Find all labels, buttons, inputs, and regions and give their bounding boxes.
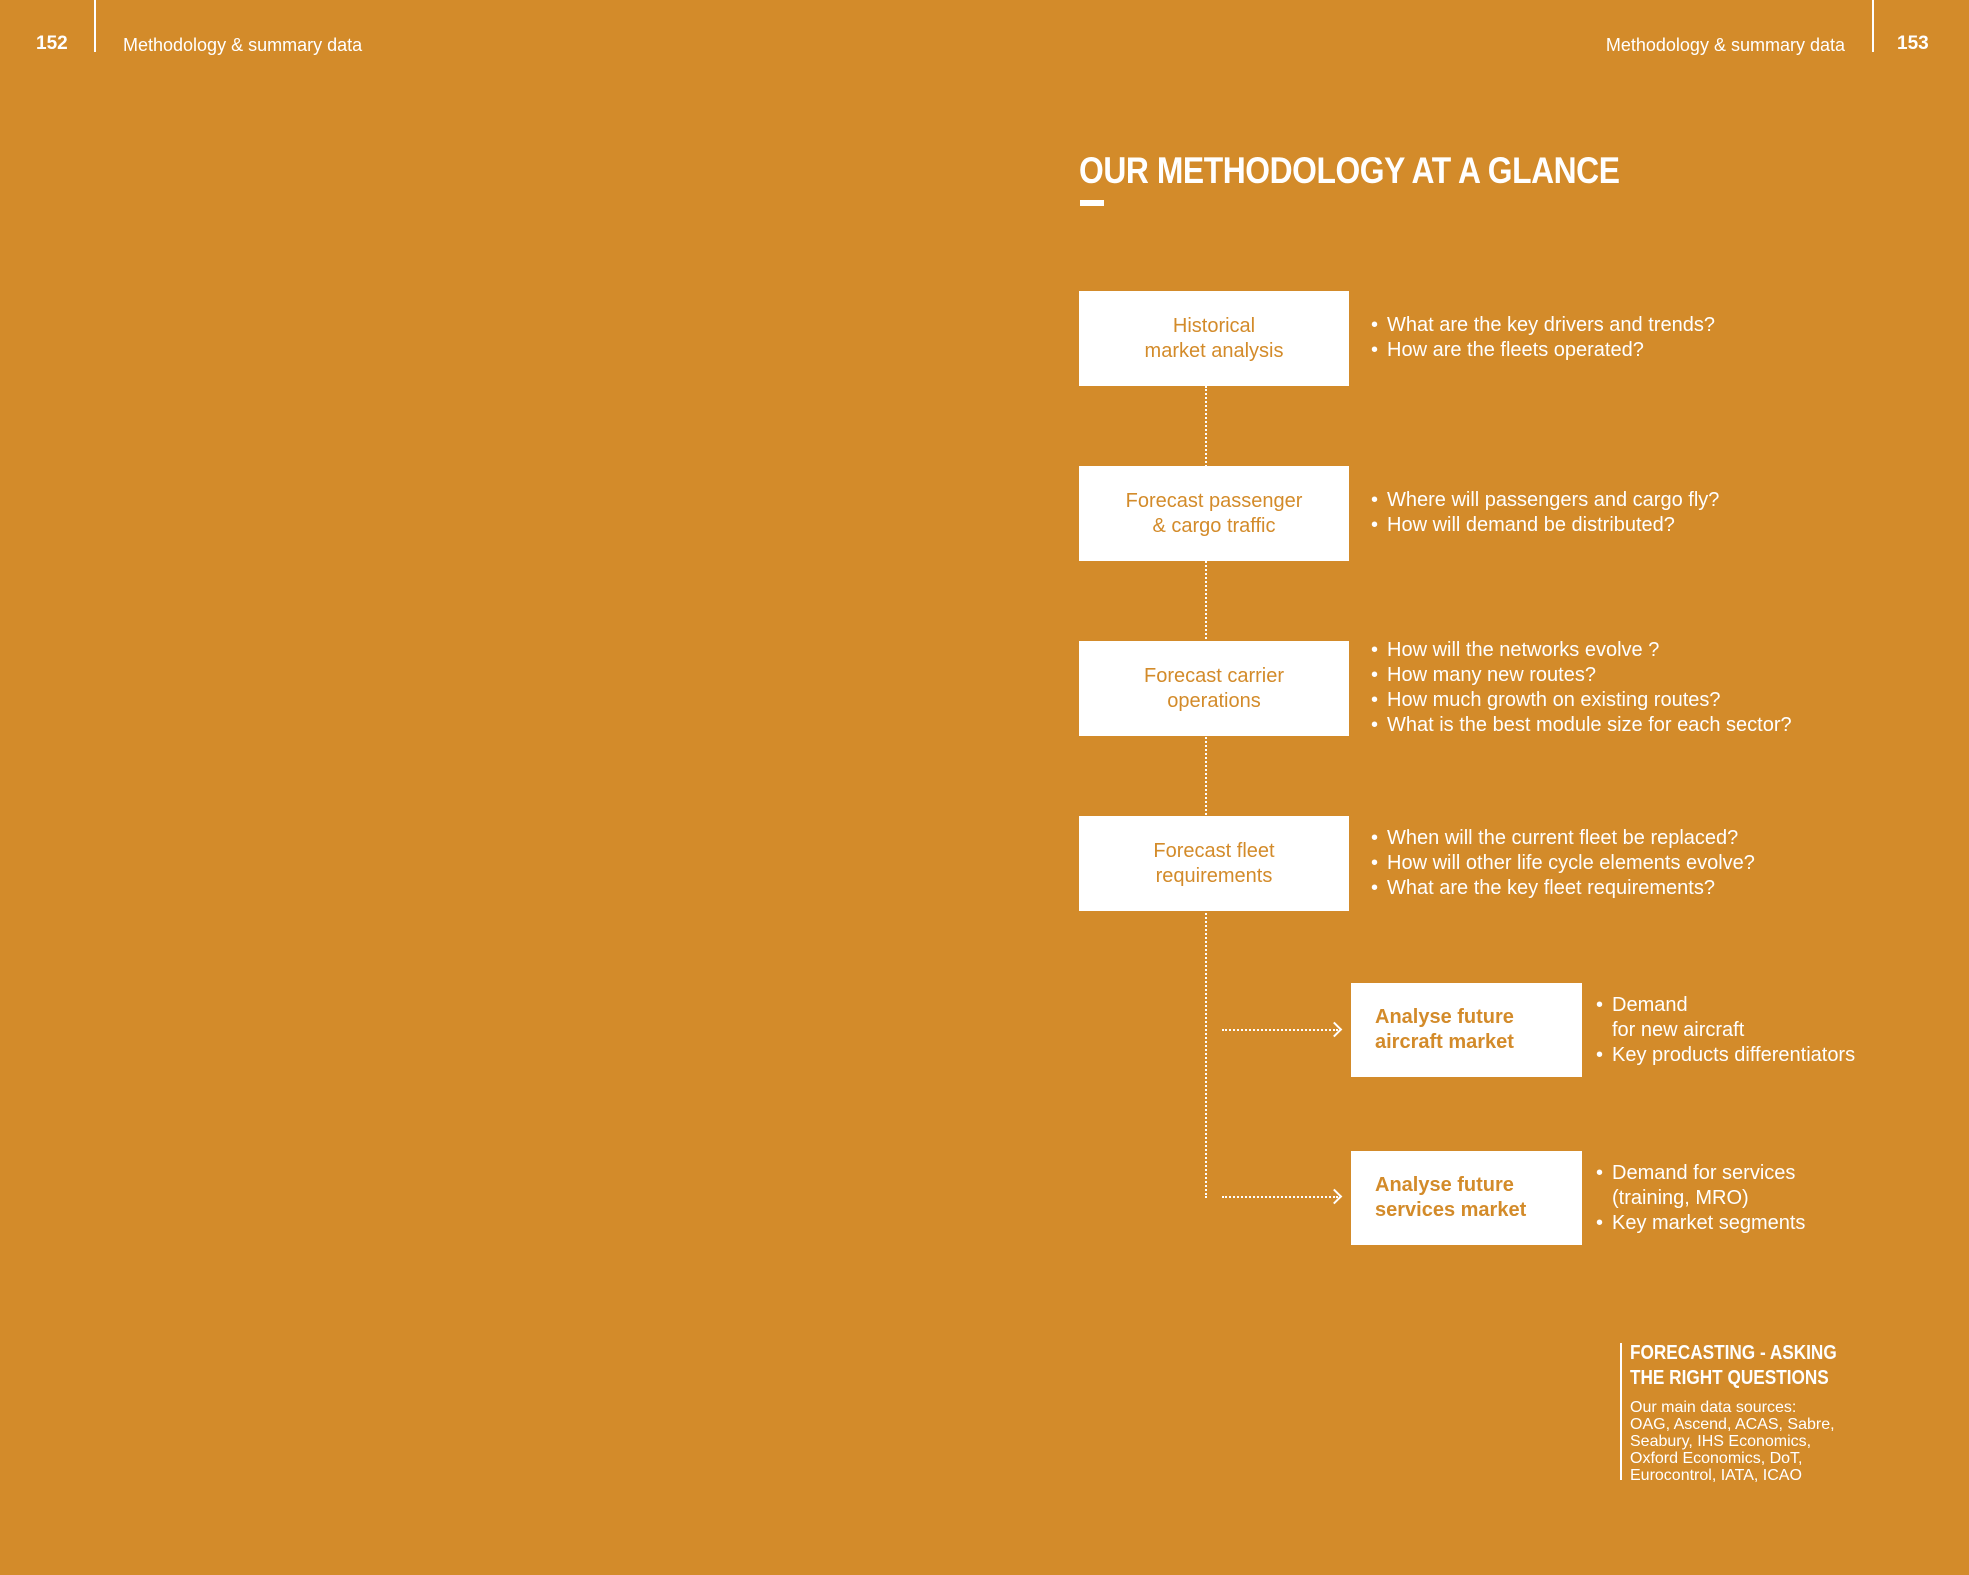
question-item: • How are the fleets operated? xyxy=(1371,338,1715,363)
outcome-label-line: aircraft market xyxy=(1375,1031,1514,1053)
step-questions xyxy=(1371,638,1792,738)
page-title: OUR METHODOLOGY AT A GLANCE xyxy=(1079,150,1620,191)
right-page-number: 153 xyxy=(1897,33,1929,54)
sidebar-heading-line: FORECASTING - ASKING xyxy=(1630,1342,1837,1364)
step-questions xyxy=(1371,313,1715,363)
outcome-aircraft-market xyxy=(1351,983,1582,1077)
arrow-right-icon xyxy=(1327,1189,1343,1205)
left-page-number: 152 xyxy=(36,33,68,54)
point-item: • Demand xyxy=(1596,993,1855,1018)
outcome-points xyxy=(1596,993,1855,1068)
point-item: • Demand for services xyxy=(1596,1161,1805,1186)
outcome-services-market xyxy=(1351,1151,1582,1245)
step-questions xyxy=(1371,488,1719,538)
question-item: • How will demand be distributed? xyxy=(1371,513,1719,538)
point-item-continued: (training, MRO) xyxy=(1612,1187,1749,1209)
sidebar-heading xyxy=(1630,1341,1837,1391)
right-running-title: Methodology & summary data xyxy=(1605,35,1845,55)
point-item: • Key market segments xyxy=(1596,1211,1805,1236)
branch-connector xyxy=(1222,1029,1338,1031)
left-header-divider xyxy=(94,0,96,52)
question-item: • How much growth on existing routes? xyxy=(1371,688,1792,713)
sidebar-sources-line: Our main data sources: xyxy=(1630,1399,1797,1416)
step-label-line: Forecast carrier xyxy=(1143,664,1285,687)
branch-connector xyxy=(1222,1196,1338,1198)
step-forecast-carrier-operations xyxy=(1079,641,1349,736)
step-label-line: Historical xyxy=(1172,314,1256,337)
sidebar-divider xyxy=(1620,1343,1622,1480)
question-item: • What are the key drivers and trends? xyxy=(1371,313,1715,338)
question-item: • How will other life cycle elements evolve? xyxy=(1371,851,1755,876)
step-label-line: operations xyxy=(1167,689,1261,712)
step-forecast-fleet-requirements xyxy=(1079,816,1349,911)
question-item: • How many new routes? xyxy=(1371,663,1792,688)
outcome-label-line: Analyse future xyxy=(1375,1006,1514,1028)
outcome-points xyxy=(1596,1161,1805,1236)
outcome-label-line: services market xyxy=(1375,1199,1527,1221)
step-label-line: & cargo traffic xyxy=(1152,514,1276,537)
title-underline xyxy=(1080,200,1104,206)
sidebar-sources-line: OAG, Ascend, ACAS, Sabre, xyxy=(1630,1416,1835,1433)
step-forecast-traffic xyxy=(1079,466,1349,561)
sidebar-heading-line: THE RIGHT QUESTIONS xyxy=(1630,1367,1829,1389)
sidebar-note xyxy=(1630,1341,1870,1484)
left-running-title: Methodology & summary data xyxy=(123,35,363,55)
step-label-line: requirements xyxy=(1155,864,1273,887)
outcome-label-line: Analyse future xyxy=(1375,1174,1514,1196)
sidebar-sources-line: Seabury, IHS Economics, xyxy=(1630,1433,1812,1450)
arrow-right-icon xyxy=(1327,1022,1343,1038)
question-item: • What are the key fleet requirements? xyxy=(1371,876,1755,901)
sidebar-sources-line: Eurocontrol, IATA, ICAO xyxy=(1630,1467,1802,1484)
sidebar-sources-line: Oxford Economics, DoT, xyxy=(1630,1450,1803,1467)
step-label-line: market analysis xyxy=(1144,339,1284,362)
sidebar-sources xyxy=(1630,1399,1870,1484)
question-item: • When will the current fleet be replaced? xyxy=(1371,826,1755,851)
step-label-line: Forecast fleet xyxy=(1153,839,1275,862)
step-questions xyxy=(1371,826,1755,901)
step-historical-market-analysis xyxy=(1079,291,1349,386)
right-header-divider xyxy=(1872,0,1874,52)
question-item: • Where will passengers and cargo fly? xyxy=(1371,488,1719,513)
point-item: • Key products differentiators xyxy=(1596,1043,1855,1068)
question-item: • What is the best module size for each sector? xyxy=(1371,713,1792,738)
step-label-line: Forecast passenger xyxy=(1125,489,1303,512)
point-item-continued: for new aircraft xyxy=(1612,1019,1745,1041)
question-item: • How will the networks evolve ? xyxy=(1371,638,1792,663)
